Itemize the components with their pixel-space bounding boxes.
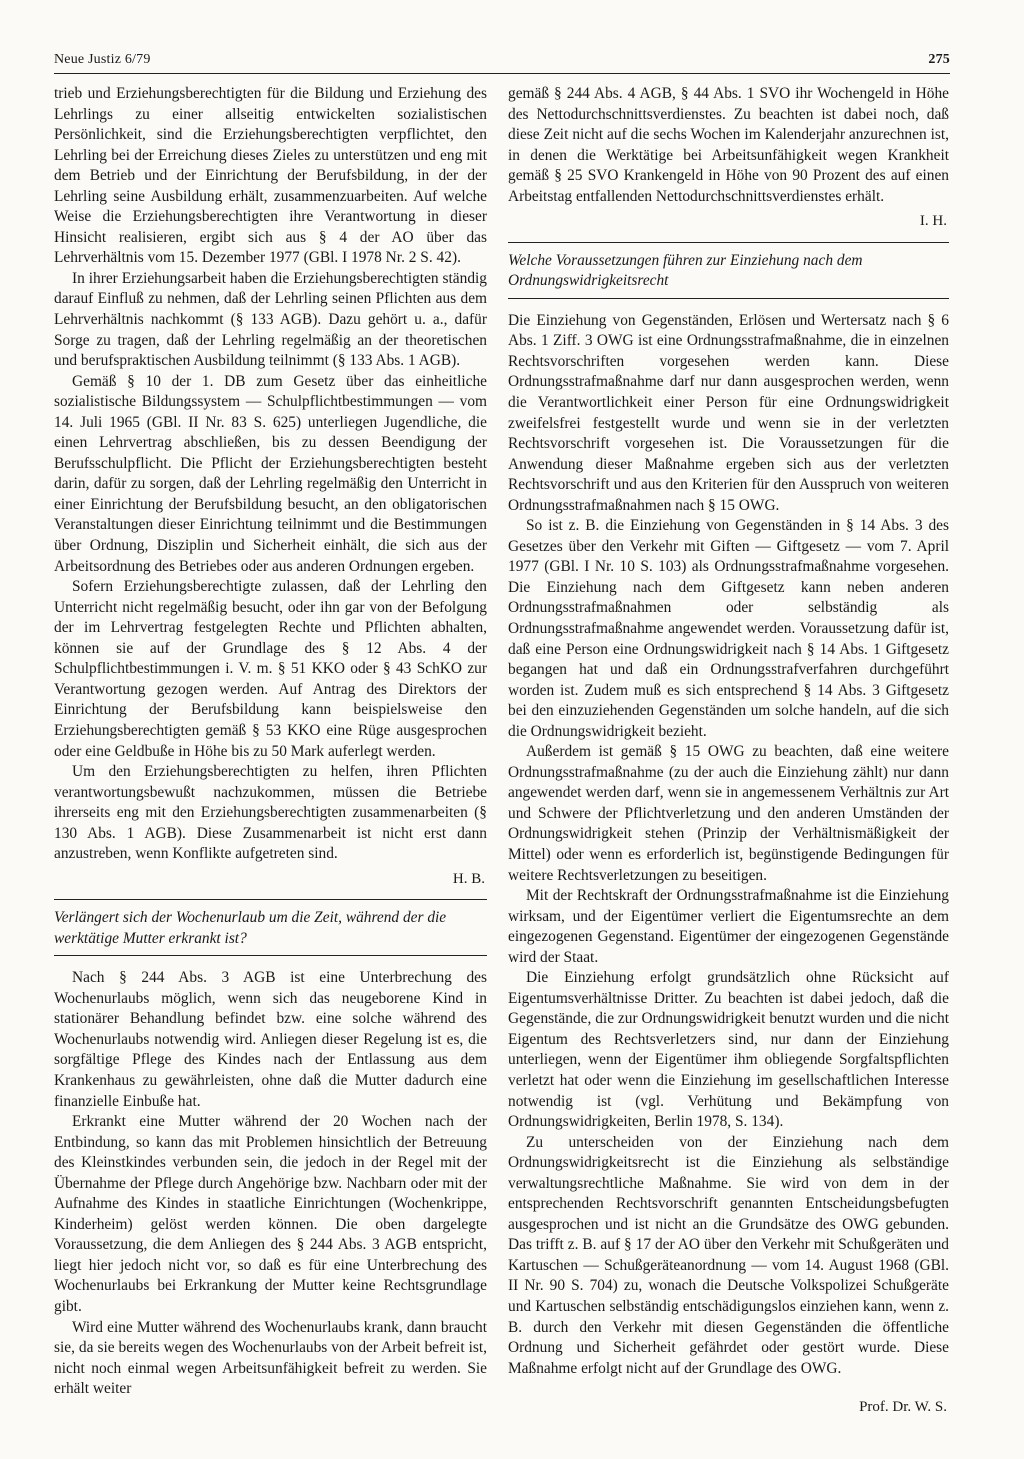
paragraph: Außerdem ist gemäß § 15 OWG zu beachten, daß eine weitere Ordnungsstrafmaßnahme (zu der auch die Einziehung zählt) nur dann angewendet werden darf, wenn sie in angemessenem Verhältnis zur Art und Schwere der Pflichtverletzung und den anderen Umständen der Ordnungswidrigkeit stehen (Prinzip der Verhältnismäßigkeit der Mittel) oder wenn es erforderlich ist, begünstigende Bedingungen für weitere Rechtsverletzungen zu beseitigen.: [508, 743, 949, 884]
paragraph: trieb und Erziehungsberechtigten für die Bildung und Erziehung des Lehrlings zu einer allseitig entwickelten sozialistischen Persönlichkeit, sind die Erziehungsberechtigten verpflichtet, den Lehrling bei der Erreichung dieses Zieles zu unterstützen und eng mit dem Betrieb und der Einrichtung der Berufsbildung, in der der Lehrling seine Ausbildung erhält, zusammenzuarbeiten. Auf welche Weise die Erziehungsberechtigten ihre Verantwortung in dieser Hinsicht realisieren, ergibt sich aus § 4 der AO über das Lehrverhältnis vom 15. Dezember 1977 (GBl. I 1978 Nr. 2 S. 42).: [54, 85, 487, 267]
paragraph: So ist z. B. die Einziehung von Gegenständen in § 14 Abs. 3 des Gesetzes über den Verkehr mit Giften — Giftgesetz — vom 7. April 1977 (GBl. I Nr. 10 S. 103) als Ordnungsstrafmaßnahme vorgesehen. Die Einziehung nach dem Giftgesetz kann neben anderen Ordnungsstrafmaßnahmen oder selbständig als Ordnungsstrafmaßnahme angewendet werden. Voraussetzung dafür ist, daß eine Person eine Ordnungswidrigkeit nach § 14 Abs. 1 Giftgesetz begangen hat und daß ein Ordnungsstrafverfahren durchgeführt worden ist. Zudem muß es sich entsprechend § 14 Abs. 3 Giftgesetz bei den einzuziehenden Gegenständen um solche handeln, auf die sich die Ordnungswidrigkeit bezieht.: [508, 517, 949, 740]
paragraph: Sofern Erziehungsberechtigte zulassen, daß der Lehrling den Unterricht nicht regelmäßig besucht, oder ihn gar von der Befolgung der im Lehrvertrag festgelegten Rechte und Pflichten abhalten, können sie auf der Grundlage des § 12 Abs. 4 der Schulpflichtbestimmungen i. V. m. § 51 KKO oder § 43 SchKO zur Verantwortung gezogen werden. Auf Antrag des Direktors der Einrichtung der Berufsbildung kann beispielsweise den Erziehungsberechtigten gemäß § 53 KKO eine Rüge ausgesprochen oder eine Geldbuße in Höhe bis zu 50 Mark auferlegt werden.: [54, 578, 487, 760]
author-signature: I. H.: [919, 213, 947, 230]
paragraph: Zu unterscheiden von der Einziehung nach dem Ordnungswidrigkeitsrecht ist die Einziehung als selbständige verwaltungsrechtliche Maßnahme. Sie wird von dem in der entsprechenden Rechtsvorschrift genannten Entscheidungsbefugten ausgesprochen und ist nicht an die Grundsätze des OWG gebunden. Das trifft z. B. auf § 17 der AO über den Verkehr mit Schußgeräten und Kartuschen — Schußgeräteanordnung — vom 14. August 1968 (GBl. II Nr. 90 S. 704) zu, wonach die Deutsche Volkspolizei Schußgeräte und Kartuschen selbständig entschädigungslos einziehen kann, wenn z. B. durch den Verkehr mit diesen Gegenständen die öffentliche Ordnung und Sicherheit gefährdet oder gestört wurde. Diese Maßnahme erfolgt nicht auf der Grundlage des OWG.: [508, 1133, 949, 1377]
left-column: [54, 84, 487, 1400]
paragraph: gemäß § 244 Abs. 4 AGB, § 44 Abs. 1 SVO ihr Wochengeld in Höhe des Nettodurchschnittsverdienstes. Zu beachten ist dabei noch, daß diese Zeit nicht auf die sechs Wochen im Kalenderjahr anzurechnen ist, in denen die Werktätige bei Arbeitsunfähigkeit wegen Krankheit gemäß § 25 SVO Krankengeld in Höhe von 90 Prozent des auf einen Arbeitstag entfallenden Nettodurchschnittsverdienstes erhält.: [508, 85, 949, 205]
section-heading: Welche Voraussetzungen führen zur Einziehung nach dem Ordnungswidrigkeitsrecht: [508, 242, 949, 299]
section-heading: Verlängert sich der Wochenurlaub um die Zeit, während der die werktätige Mutter erkrankt ist?: [54, 899, 487, 956]
paragraph: Erkrankt eine Mutter während der 20 Wochen nach der Entbindung, so kann das mit Problemen hinsichtlich der Betreuung des Kleinstkindes verbunden sein, die jedoch in der Regel mit der Übernahme der Pflege durch Angehörige bzw. Nachbarn oder mit der Aufnahme des Kindes in staatliche Einrichtungen (Wochenkrippe, Kinderheim) gelöst werden können. Die oben dargelegte Voraussetzung, die dem Anliegen des § 244 Abs. 3 AGB entspricht, liegt hier jedoch nicht vor, so daß es für eine Unterbrechung des Wochenurlaubs bei Erkrankung der Mutter keine Rechtsgrundlage gibt.: [54, 1113, 487, 1316]
paragraph: Mit der Rechtskraft der Ordnungsstrafmaßnahme ist die Einziehung wirksam, und der Eigentümer verliert die Eigentumsrechte an dem eingezogenen Gegenstand. Eigentümer der eingezogenen Gegenstände wird der Staat.: [508, 887, 949, 966]
paragraph: In ihrer Erziehungsarbeit haben die Erziehungsberechtigten ständig darauf Einfluß zu nehmen, daß der Lehrling seinen Pflichten aus dem Lehrverhältnis nachkommt (§ 133 AGB). Dazu gehört u. a., dafür Sorge zu tragen, daß der Lehrling regelmäßig an der theoretischen und berufspraktischen Ausbildung teilnimmt (§ 133 Abs. 1 AGB).: [54, 269, 487, 370]
header-rule: [54, 73, 950, 74]
journal-title: Neue Justiz 6/79: [54, 52, 151, 67]
author-signature: Prof. Dr. W. S.: [859, 1399, 947, 1416]
author-signature: H. B.: [452, 870, 485, 887]
paragraph: Wird eine Mutter während des Wochenurlaubs krank, dann braucht sie, da sie bereits wegen des Wochenurlaubs von der Arbeit befreit ist, nicht noch einmal wegen Arbeitsunfähigkeit befreit zu werden. Sie erhält weiter: [54, 1318, 487, 1398]
paragraph: Nach § 244 Abs. 3 AGB ist eine Unterbrechung des Wochenurlaubs möglich, wenn sich das neugeborene Kind in stationärer Behandlung befindet bzw. eine solche während des Wochenurlaubs notwendig wird. Anliegen dieser Regelung ist es, die sorgfältige Pflege des Kindes nach der Entlassung aus dem Krankenhaus zu gewährleisten, ohne daß die Mutter dadurch eine finanzielle Einbuße hat.: [54, 969, 487, 1110]
page-number: 275: [928, 52, 950, 67]
page-header: [54, 52, 950, 68]
paragraph: Gemäß § 10 der 1. DB zum Gesetz über das einheitliche sozialistische Bildungssystem — Schulpflichtbestimmungen — vom 14. Juli 1965 (GBl. II Nr. 83 S. 625) unterliegen Jugendliche, die einen Lehrvertrag abschließen, bis zu dessen Beendigung der Berufsschulpflicht. Die Pflicht der Erziehungsberechtigten besteht darin, dafür zu sorgen, daß der Lehrling regelmäßig den Unterricht in einer Einrichtung der Berufsbildung besucht, an den obligatorischen Veranstaltungen dieser Einrichtung teilnimmt und die Bestimmungen über Ordnung, Disziplin und Sicherheit einhält, die sich aus der Arbeitsordnung des Betriebes oder aus anderen Ordnungen ergeben.: [54, 372, 487, 575]
paragraph: Die Einziehung erfolgt grundsätzlich ohne Rücksicht auf Eigentumsverhältnisse Dritter. Zu beachten ist dabei jedoch, daß die Gegenstände, die zur Ordnungswidrigkeit benutzt wurden und die nicht Eigentum des Rechtsverletzers sind, nur dann der Einziehung unterliegen, wenn der Eigentümer ihm obliegende Sorgfaltspflichten verletzt hat oder wenn die Einziehung im gesellschaftlichen Interesse notwendig ist (vgl. Verhütung und Bekämpfung von Ordnungswidrigkeiten, Berlin 1978, S. 134).: [508, 969, 949, 1131]
right-column: [508, 84, 949, 1418]
paragraph: Die Einziehung von Gegenständen, Erlösen und Wertersatz nach § 6 Abs. 1 Ziff. 3 OWG ist eine Ordnungsstrafmaßnahme, die in einzelnen Rechtsvorschriften vorgesehen werden kann. Diese Ordnungsstrafmaßnahme darf nur dann ausgesprochen werden, wenn die Verantwortlichkeit einer Person für eine Ordnungswidrigkeit zweifelsfrei festgestellt wurde und wenn sie in der verletzten Rechtsvorschrift vorgesehen ist. Die Voraussetzungen für die Anwendung dieser Maßnahme ergeben sich aus der verletzten Rechtsvorschrift und aus den Kriterien für den Ausspruch von weiteren Ordnungsstrafmaßnahmen nach § 15 OWG.: [508, 311, 949, 514]
paragraph: Um den Erziehungsberechtigten zu helfen, ihren Pflichten verantwortungsbewußt nachzukommen, müssen die Betriebe ihrerseits eng mit den Erziehungsberechtigten zusammenarbeiten (§ 130 Abs. 1 AGB). Diese Zusammenarbeit ist nicht erst dann anzustreben, wenn Konflikte aufgetreten sind.: [54, 763, 487, 863]
